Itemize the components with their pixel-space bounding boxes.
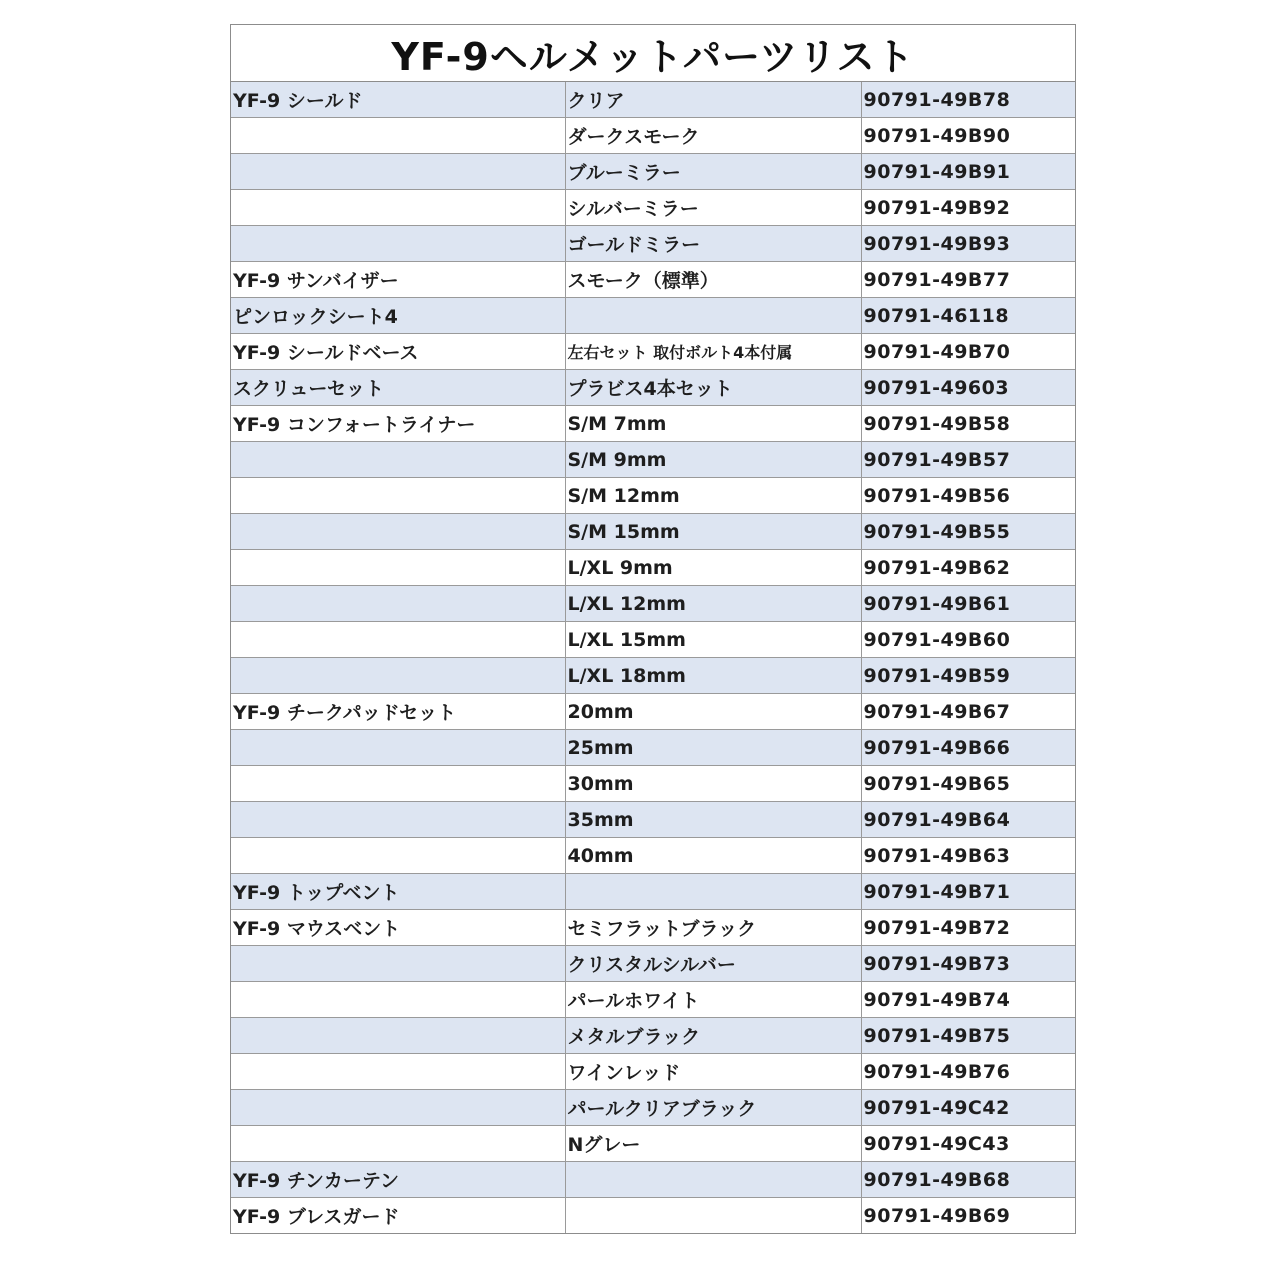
table-row bbox=[231, 82, 1075, 118]
part-name-cell: YF-9 トップベント bbox=[231, 874, 565, 910]
table-row bbox=[231, 622, 1075, 658]
part-name-cell bbox=[231, 802, 565, 838]
variant-cell: 35mm bbox=[565, 802, 861, 838]
table-row bbox=[231, 370, 1075, 406]
table-row bbox=[231, 514, 1075, 550]
part-name-cell: YF-9 シールドベース bbox=[231, 334, 565, 370]
variant-cell: S/M 9mm bbox=[565, 442, 861, 478]
variant-cell: S/M 7mm bbox=[565, 406, 861, 442]
table-row bbox=[231, 1090, 1075, 1126]
parts-list-sheet bbox=[230, 24, 1076, 1234]
table-row bbox=[231, 1126, 1075, 1162]
part-name-cell bbox=[231, 730, 565, 766]
part-number-cell: 90791-49B60 bbox=[861, 622, 1075, 658]
part-name-cell: スクリューセット bbox=[231, 370, 565, 406]
table-row bbox=[231, 730, 1075, 766]
variant-cell: ブルーミラー bbox=[565, 154, 861, 190]
variant-cell: S/M 15mm bbox=[565, 514, 861, 550]
variant-cell: S/M 12mm bbox=[565, 478, 861, 514]
table-row bbox=[231, 154, 1075, 190]
variant-cell: プラビス4本セット bbox=[565, 370, 861, 406]
variant-cell: セミフラットブラック bbox=[565, 910, 861, 946]
table-row bbox=[231, 190, 1075, 226]
table-row bbox=[231, 586, 1075, 622]
part-name-cell bbox=[231, 1090, 565, 1126]
part-number-cell: 90791-49B66 bbox=[861, 730, 1075, 766]
part-name-cell bbox=[231, 946, 565, 982]
variant-cell: Nグレー bbox=[565, 1126, 861, 1162]
part-name-cell bbox=[231, 586, 565, 622]
variant-cell: メタルブラック bbox=[565, 1018, 861, 1054]
table-row bbox=[231, 982, 1075, 1018]
part-number-cell: 90791-49B62 bbox=[861, 550, 1075, 586]
part-name-cell: YF-9 シールド bbox=[231, 82, 565, 118]
table-row bbox=[231, 658, 1075, 694]
part-number-cell: 90791-49B92 bbox=[861, 190, 1075, 226]
part-name-cell bbox=[231, 478, 565, 514]
variant-cell: クリア bbox=[565, 82, 861, 118]
variant-cell: L/XL 15mm bbox=[565, 622, 861, 658]
table-row bbox=[231, 910, 1075, 946]
variant-cell: 左右セット 取付ボルト4本付属 bbox=[565, 334, 861, 370]
variant-cell: ゴールドミラー bbox=[565, 226, 861, 262]
part-name-cell bbox=[231, 226, 565, 262]
variant-cell: クリスタルシルバー bbox=[565, 946, 861, 982]
part-number-cell: 90791-49B56 bbox=[861, 478, 1075, 514]
part-number-cell: 90791-49603 bbox=[861, 370, 1075, 406]
variant-cell: 20mm bbox=[565, 694, 861, 730]
part-number-cell: 90791-49C42 bbox=[861, 1090, 1075, 1126]
part-name-cell bbox=[231, 838, 565, 874]
part-number-cell: 90791-49B77 bbox=[861, 262, 1075, 298]
part-number-cell: 90791-49B67 bbox=[861, 694, 1075, 730]
part-number-cell: 90791-49B75 bbox=[861, 1018, 1075, 1054]
table-row bbox=[231, 1162, 1075, 1198]
part-name-cell: YF-9 ブレスガード bbox=[233, 1206, 400, 1228]
variant-cell bbox=[565, 298, 861, 334]
part-number-cell: 90791-49B91 bbox=[861, 154, 1075, 190]
variant-cell: スモーク（標準） bbox=[565, 262, 861, 298]
part-name-cell bbox=[231, 550, 565, 586]
table-row bbox=[231, 334, 1075, 370]
part-number-cell: 90791-49B93 bbox=[861, 226, 1075, 262]
table-row bbox=[231, 694, 1075, 730]
part-name-cell bbox=[231, 442, 565, 478]
variant-cell: パールホワイト bbox=[565, 982, 861, 1018]
parts-table bbox=[231, 82, 1075, 1233]
variant-cell: シルバーミラー bbox=[565, 190, 861, 226]
part-number-cell: 90791-49B78 bbox=[861, 82, 1075, 118]
part-name-cell bbox=[231, 658, 565, 694]
variant-cell: ワインレッド bbox=[565, 1054, 861, 1090]
variant-cell bbox=[565, 1198, 861, 1234]
part-number-cell: 90791-49B70 bbox=[861, 334, 1075, 370]
variant-cell: L/XL 9mm bbox=[565, 550, 861, 586]
variant-cell: ダークスモーク bbox=[565, 118, 861, 154]
variant-cell: 25mm bbox=[565, 730, 861, 766]
part-name-cell: ピンロックシート4 bbox=[231, 298, 565, 334]
variant-cell bbox=[565, 1162, 861, 1198]
part-name-cell bbox=[231, 1018, 565, 1054]
table-row bbox=[231, 262, 1075, 298]
part-number-cell: 90791-49B71 bbox=[861, 874, 1075, 910]
variant-cell: 30mm bbox=[565, 766, 861, 802]
part-number-cell: 90791-49B73 bbox=[861, 946, 1075, 982]
part-number-cell: 90791-49B63 bbox=[861, 838, 1075, 874]
table-row bbox=[231, 406, 1075, 442]
variant-cell: 40mm bbox=[565, 838, 861, 874]
table-row bbox=[231, 838, 1075, 874]
part-number-cell: 90791-49C43 bbox=[861, 1126, 1075, 1162]
variant-cell: L/XL 12mm bbox=[565, 586, 861, 622]
part-number-cell: 90791-49B72 bbox=[861, 910, 1075, 946]
part-name-cell bbox=[231, 982, 565, 1018]
table-row bbox=[231, 226, 1075, 262]
part-name-cell: YF-9 サンバイザー bbox=[231, 262, 565, 298]
table-row bbox=[231, 802, 1075, 838]
part-name-cell: YF-9 コンフォートライナー bbox=[231, 406, 565, 442]
part-number-cell: 90791-49B59 bbox=[861, 658, 1075, 694]
part-number-cell: 90791-49B69 bbox=[863, 1204, 1011, 1227]
part-number-cell: 90791-49B57 bbox=[861, 442, 1075, 478]
table-row bbox=[231, 1018, 1075, 1054]
part-name-cell bbox=[231, 190, 565, 226]
part-name-cell: YF-9 マウスベント bbox=[231, 910, 565, 946]
variant-cell: L/XL 18mm bbox=[565, 658, 861, 694]
table-row bbox=[231, 118, 1075, 154]
part-name-cell bbox=[231, 766, 565, 802]
part-number-cell: 90791-46118 bbox=[861, 298, 1075, 334]
table-row bbox=[231, 550, 1075, 586]
part-name-cell bbox=[231, 1054, 565, 1090]
table-row bbox=[231, 1054, 1075, 1090]
part-number-cell: 90791-49B55 bbox=[861, 514, 1075, 550]
table-row bbox=[231, 298, 1075, 334]
table-row bbox=[231, 874, 1075, 910]
part-number-cell: 90791-49B76 bbox=[861, 1054, 1075, 1090]
part-number-cell: 90791-49B74 bbox=[861, 982, 1075, 1018]
part-name-cell bbox=[231, 514, 565, 550]
table-row bbox=[231, 478, 1075, 514]
part-name-cell bbox=[231, 622, 565, 658]
table-row bbox=[231, 442, 1075, 478]
part-name-cell: YF-9 チークパッドセット bbox=[231, 694, 565, 730]
part-name-cell bbox=[231, 1126, 565, 1162]
variant-cell: パールクリアブラック bbox=[565, 1090, 861, 1126]
table-row bbox=[231, 766, 1075, 802]
part-name-cell: YF-9 チンカーテン bbox=[231, 1162, 565, 1198]
part-number-cell: 90791-49B61 bbox=[861, 586, 1075, 622]
part-name-cell bbox=[231, 154, 565, 190]
part-number-cell: 90791-49B68 bbox=[861, 1162, 1075, 1198]
part-number-cell: 90791-49B58 bbox=[861, 406, 1075, 442]
part-number-cell: 90791-49B64 bbox=[861, 802, 1075, 838]
page-title: YF-9ヘルメットパーツリスト bbox=[231, 25, 1075, 82]
table-row bbox=[231, 946, 1075, 982]
part-number-cell: 90791-49B65 bbox=[861, 766, 1075, 802]
variant-cell bbox=[565, 874, 861, 910]
part-number-cell: 90791-49B90 bbox=[861, 118, 1075, 154]
part-name-cell bbox=[231, 118, 565, 154]
table-row bbox=[231, 1198, 1075, 1234]
